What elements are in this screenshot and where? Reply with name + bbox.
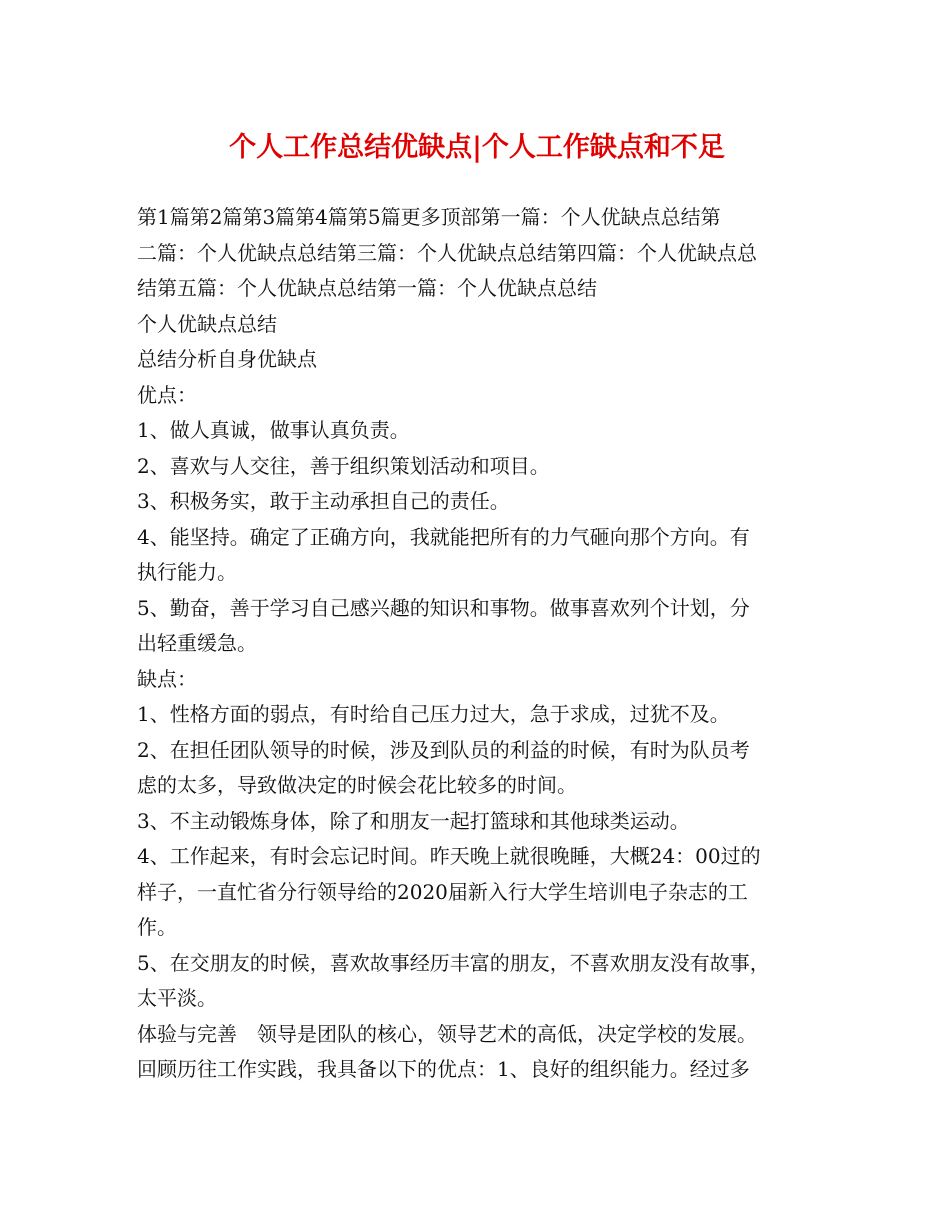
text-line: 出轻重缓急。 [137,631,257,655]
list-item: 4、能坚持。确定了正确方向，我就能把所有的力气砸向那个方向。有 [137,524,750,549]
list-item: 5、在交朋友的时候，喜欢故事经历丰富的朋友，不喜欢朋友没有故事， [137,950,770,975]
text-line: 体验与完善 领导是团队的核心，领导艺术的高低，决定学校的发展。 [137,1021,757,1046]
text-line: 回顾历往工作实践，我具备以下的优点：1、良好的组织能力。经过多 [137,1057,750,1081]
text-line: 虑的太多，导致做决定的时候会花比较多的时间。 [137,773,577,797]
text-line: 二篇：个人优缺点总结第三篇：个人优缺点总结第四篇：个人优缺点总 [137,240,757,265]
list-item: 2、在担任团队领导的时候，涉及到队员的利益的时候，有时为队员考 [137,737,750,762]
text-line: 个人优缺点总结 [137,311,277,336]
document-title: 个人工作总结优缺点|个人工作缺点和不足 [229,132,725,163]
section-heading-weaknesses: 缺点： [137,666,197,691]
text-line: 第1篇第2篇第3篇第4篇第5篇更多顶部第一篇：个人优缺点总结第 [137,205,721,229]
text-line: 执行能力。 [137,560,237,584]
text-line: 太平淡。 [137,986,217,1010]
section-heading-strengths: 优点： [137,382,197,407]
document-body [137,200,817,1088]
document-page [137,0,817,1230]
list-item: 4、工作起来，有时会忘记时间。昨天晚上就很晚睡，大概24：00过的 [137,844,761,868]
list-item: 5、勤奋，善于学习自己感兴趣的知识和事物。做事喜欢列个计划，分 [137,595,750,620]
text-line: 总结分析自身优缺点 [137,347,317,371]
list-item: 3、不主动锻炼身体，除了和朋友一起打篮球和其他球类运动。 [137,808,690,833]
list-item: 1、做人真诚，做事认真负责。 [137,418,410,442]
text-line: 结第五篇：个人优缺点总结第一篇：个人优缺点总结 [137,276,597,300]
text-line: 作。 [137,915,177,939]
list-item: 2、喜欢与人交往，善于组织策划活动和项目。 [137,453,550,478]
list-item: 1、性格方面的弱点，有时给自己压力过大，急于求成，过犹不及。 [137,702,730,726]
text-line: 样子，一直忙省分行领导给的2020届新入行大学生培训电子杂志的工 [137,879,748,904]
list-item: 3、积极务实，敢于主动承担自己的责任。 [137,489,510,513]
